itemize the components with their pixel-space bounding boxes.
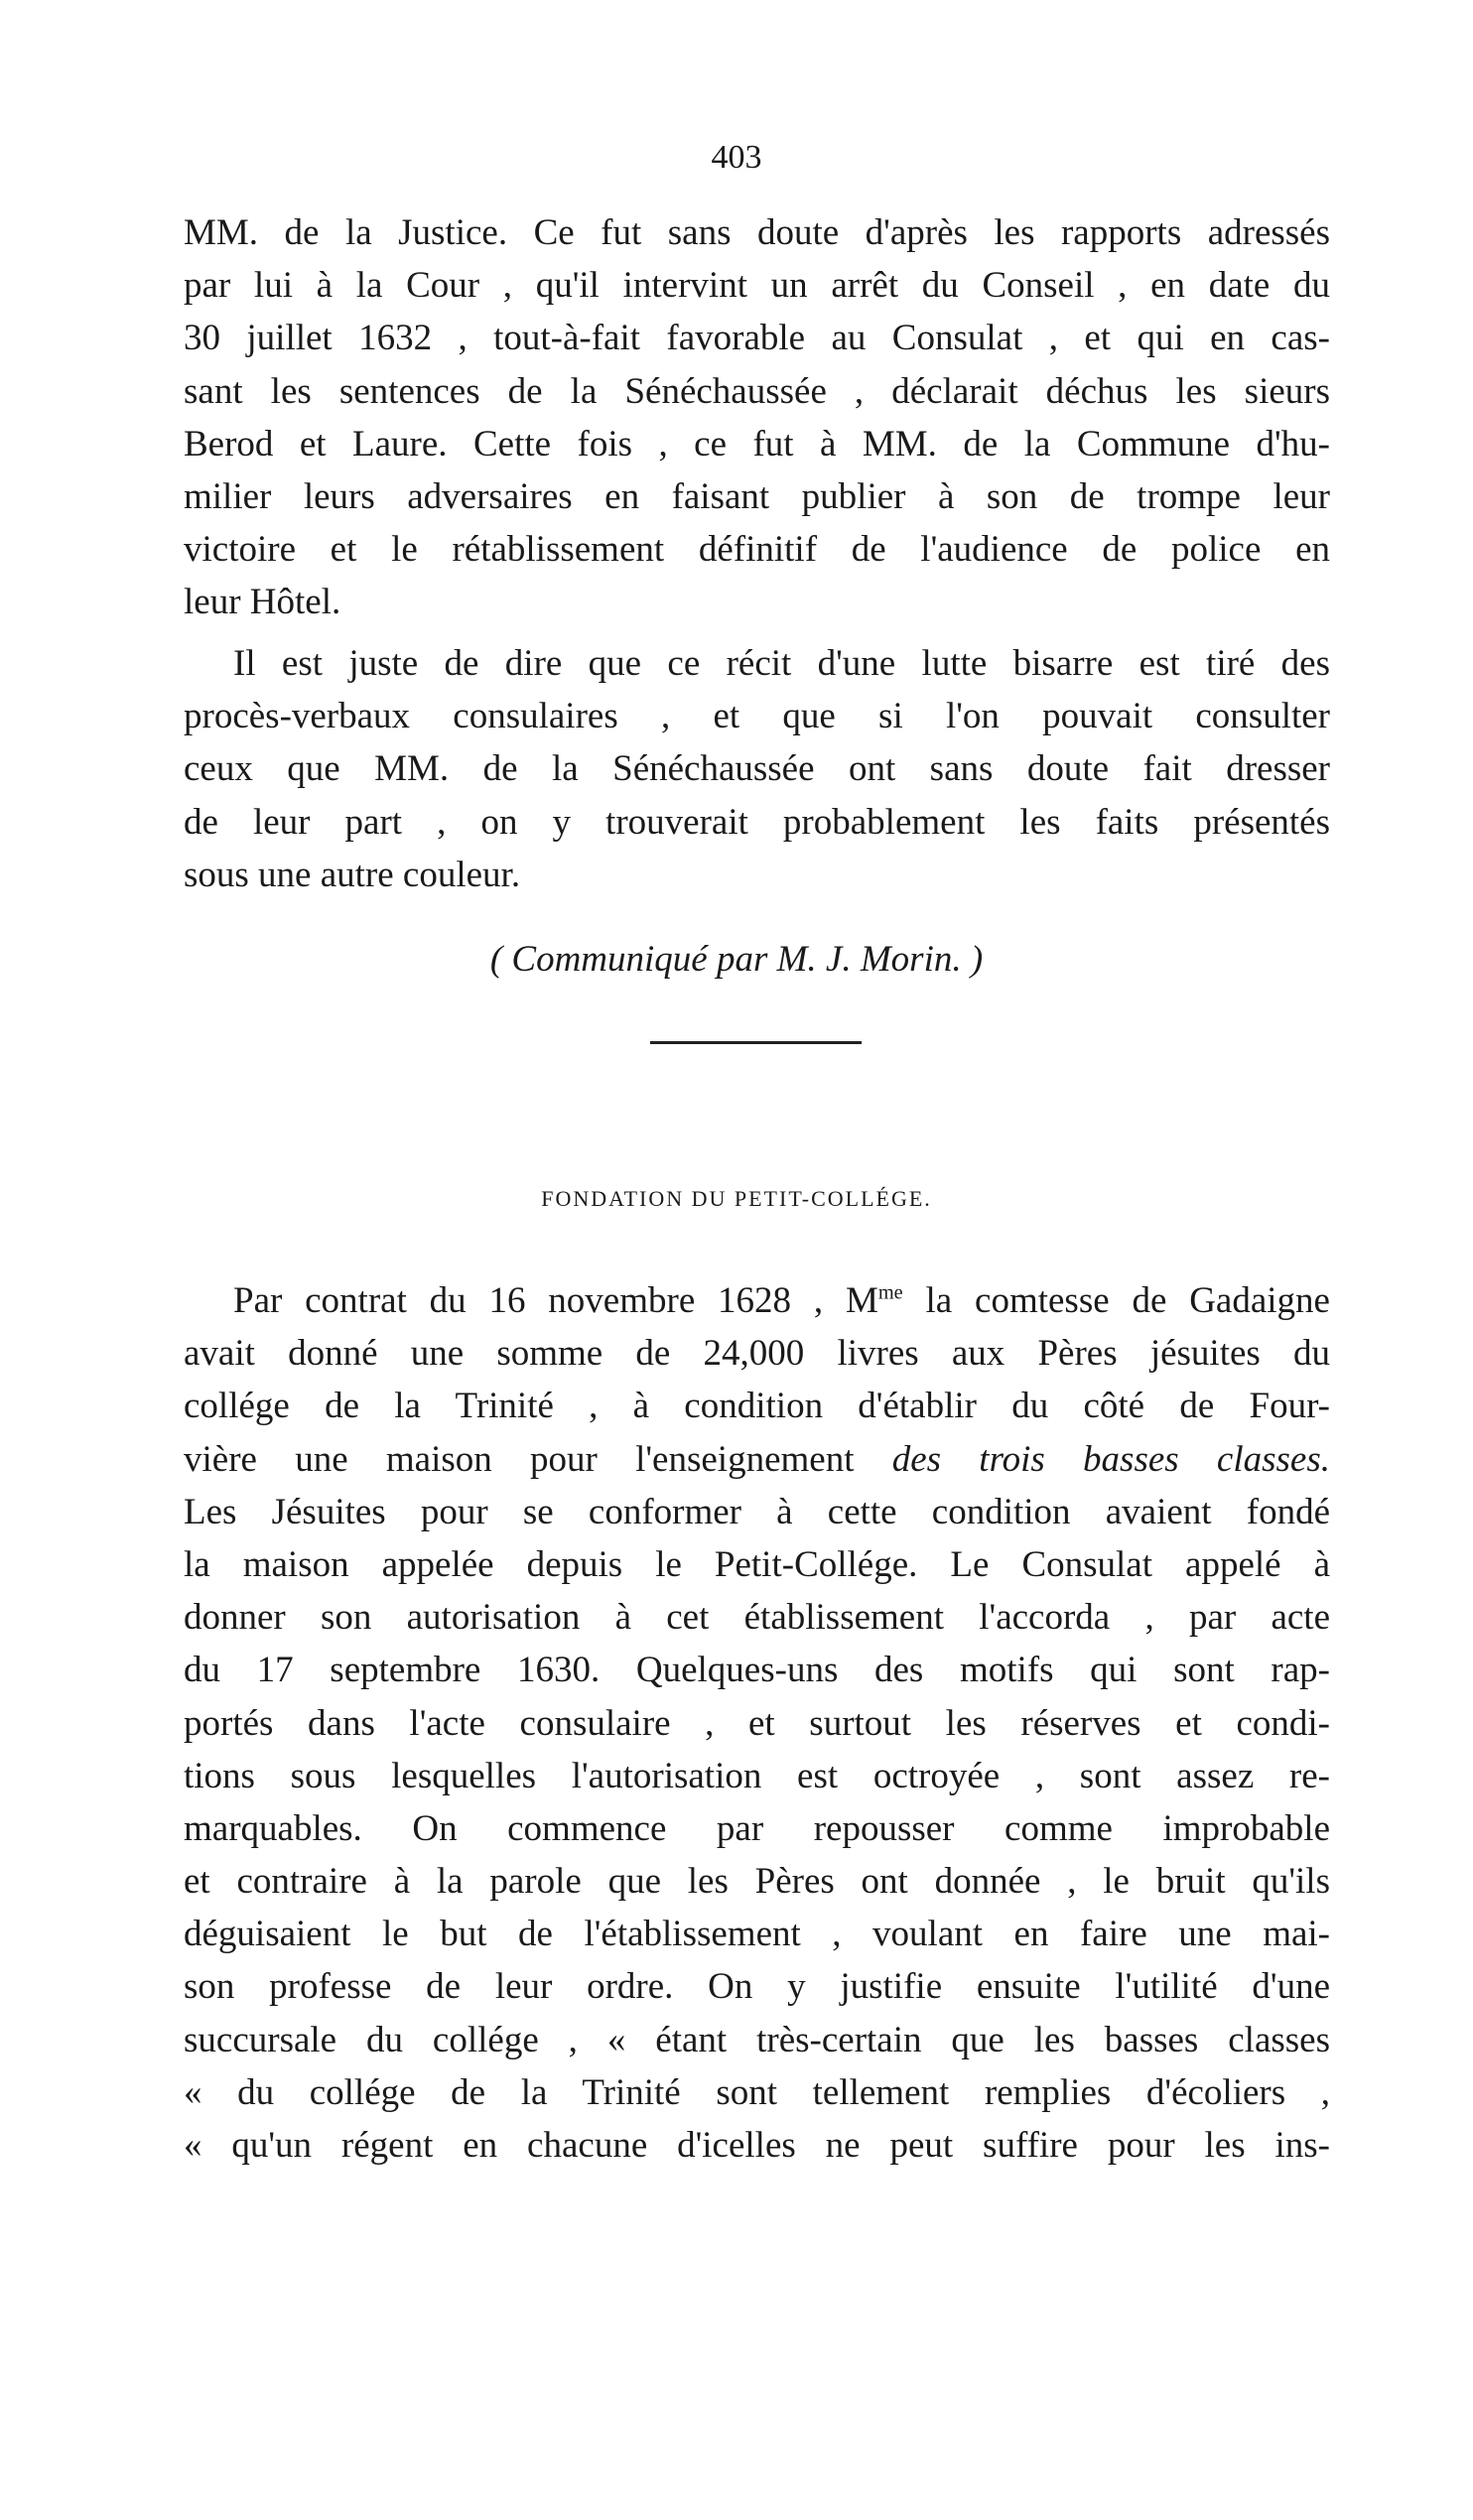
text-segment: son professe de leur ordre. On y justifie ensuite l'utilité d'une <box>184 1966 1330 2008</box>
text-line <box>184 1750 1330 1802</box>
text-segment: « qu'un régent en chacune d'icelles ne peut suffire pour les ins- <box>184 2125 1330 2166</box>
text-line <box>184 365 1330 418</box>
text-line <box>184 1644 1330 1696</box>
text-segment: Les Jésuites pour se conformer à cette condition avaient fondé <box>184 1491 1330 1532</box>
text-segment: la maison appelée depuis le Petit-Collége. Le Consulat appelé à <box>184 1543 1330 1585</box>
text-segment: déguisaient le but de l'établissement , voulant en faire une mai- <box>184 1914 1330 1955</box>
text-segment: des trois basses classes. <box>891 1438 1330 1480</box>
text-segment: 30 juillet 1632 , tout-à-fait favorable au Consulat , et qui en cas- <box>184 318 1330 359</box>
text-segment: succursale du collége , « étant très-certain que les basses classes <box>184 2019 1330 2060</box>
text-segment: leur Hôtel. <box>184 582 341 623</box>
text-segment: de leur part , on y trouverait probablement les faits présentés <box>184 801 1330 843</box>
text-segment: Il est juste de dire que ce récit d'une lutte bisarre est tiré des <box>233 643 1330 684</box>
text-line <box>184 312 1330 364</box>
text-segment: tions sous lesquelles l'autorisation est octroyée , sont assez re- <box>184 1755 1330 1796</box>
text-segment: MM. de la Justice. Ce fut sans doute d'après les rapports adressés <box>184 212 1330 253</box>
text-line <box>184 1960 1330 2013</box>
text-line <box>184 1380 1330 1432</box>
text-segment: me <box>877 1281 903 1304</box>
paragraph-3 <box>184 1274 1330 2172</box>
text-line <box>184 418 1330 470</box>
text-segment: sant les sentences de la Sénéchaussée , déclarait déchus les sieurs <box>184 370 1330 412</box>
text-segment: « du collége de la Trinité sont tellement remplies d'écoliers , <box>184 2071 1330 2113</box>
text-segment: ceux que MM. de la Sénéchaussée ont sans doute fait dresser <box>184 748 1330 790</box>
section-heading: FONDATION DU PETIT-COLLÉGE. <box>541 1186 932 1211</box>
paragraph-1 <box>184 206 1330 629</box>
text-line <box>184 1538 1330 1591</box>
text-segment: Berod et Laure. Cette fois , ce fut à MM. de la Commune d'hu- <box>184 423 1330 464</box>
text-segment: avait donné une somme de 24,000 livres aux Pères jésuites du <box>184 1333 1330 1375</box>
text-segment: et contraire à la parole que les Pères ont donnée , le bruit qu'ils <box>184 1861 1330 1903</box>
text-segment: sous une autre couleur. <box>184 854 521 895</box>
text-segment: par lui à la Cour , qu'il intervint un arrêt du Conseil , en date du <box>184 265 1330 307</box>
text-line <box>184 470 1330 523</box>
page-number: 403 <box>711 139 762 176</box>
section-divider <box>650 1041 862 1044</box>
text-line <box>184 742 1330 795</box>
text-segment: procès-verbaux consulaires , et que si l'on pouvait consulter <box>184 696 1330 737</box>
text-line <box>184 1802 1330 1855</box>
text-segment: la comtesse de Gadaigne <box>902 1280 1330 1321</box>
text-line <box>184 1908 1330 1960</box>
text-line <box>184 1697 1330 1750</box>
text-line <box>184 849 1330 901</box>
text-line <box>184 1855 1330 1908</box>
text-line <box>184 1327 1330 1380</box>
text-segment: portés dans l'acte consulaire , et surtout les réserves et condi- <box>184 1702 1330 1744</box>
text-line <box>184 1433 1330 1486</box>
attribution-credit: ( Communiqué par M. J. Morin. ) <box>489 939 984 980</box>
text-line <box>184 796 1330 849</box>
text-line <box>184 1591 1330 1644</box>
text-line <box>184 576 1330 628</box>
text-line <box>184 2066 1330 2119</box>
text-segment: donner son autorisation à cet établissement l'accorda , par acte <box>184 1597 1330 1639</box>
paragraph-2 <box>184 637 1330 901</box>
text-line <box>184 690 1330 742</box>
text-segment: collége de la Trinité , à condition d'établir du côté de Four- <box>184 1386 1330 1427</box>
text-line <box>184 259 1330 312</box>
text-line <box>184 2119 1330 2172</box>
text-line <box>184 1274 1330 1327</box>
text-line <box>184 523 1330 576</box>
text-segment: Par contrat du 16 novembre 1628 , M <box>233 1280 878 1321</box>
text-line <box>184 637 1330 690</box>
text-segment: marquables. On commence par repousser comme improbable <box>184 1807 1330 1849</box>
text-line <box>184 206 1330 259</box>
text-segment: du 17 septembre 1630. Quelques-uns des motifs qui sont rap- <box>184 1650 1330 1691</box>
text-segment: vière une maison pour l'enseignement <box>184 1438 892 1480</box>
text-segment: victoire et le rétablissement définitif de l'audience de police en <box>184 529 1330 571</box>
text-line <box>184 1486 1330 1538</box>
text-line <box>184 2014 1330 2066</box>
text-segment: milier leurs adversaires en faisant publier à son de trompe leur <box>184 475 1330 517</box>
